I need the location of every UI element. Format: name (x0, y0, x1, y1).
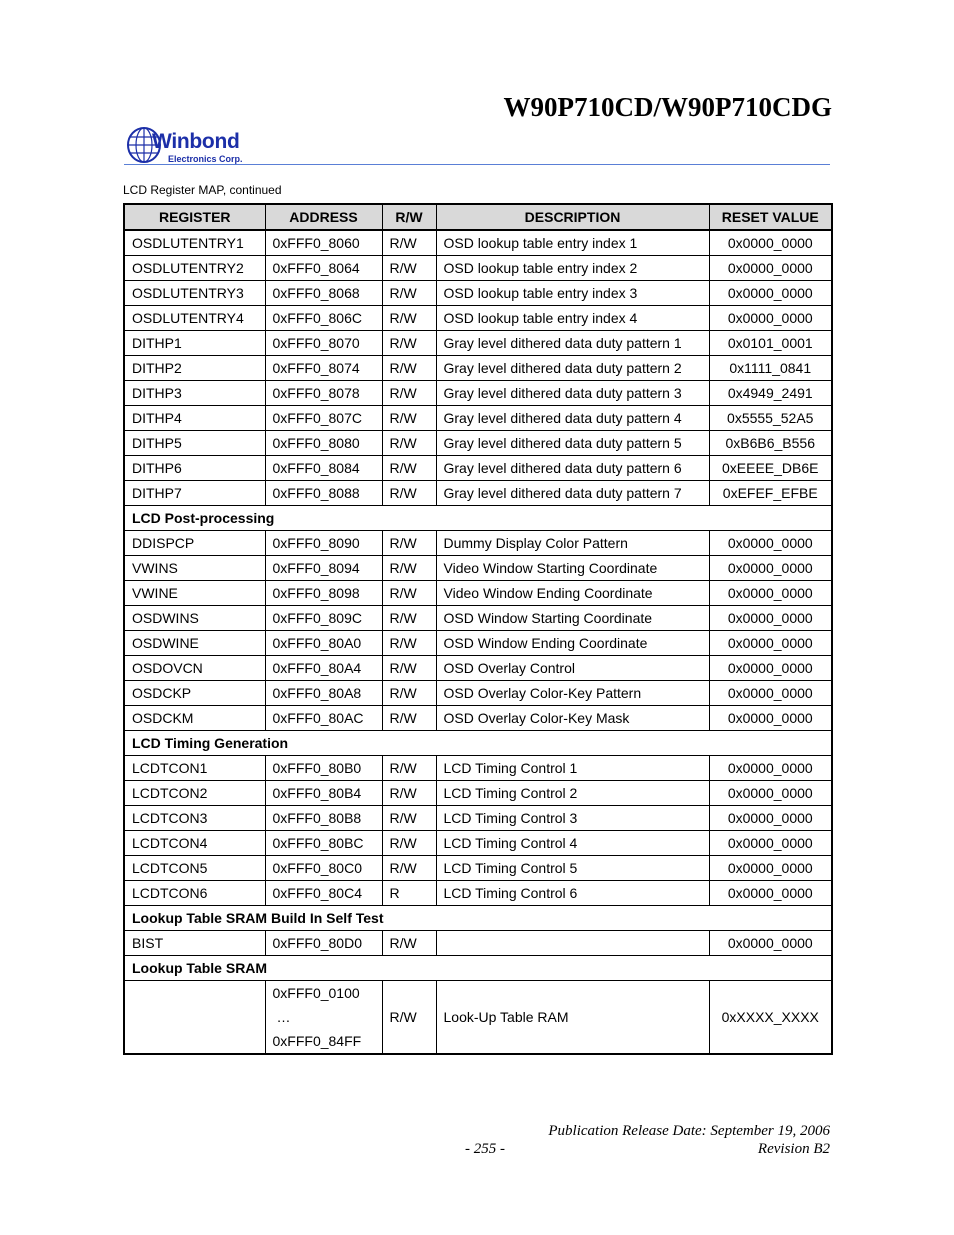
description-cell: LCD Timing Control 6 (436, 881, 709, 906)
address-cell: 0xFFF0_80B4 (265, 781, 382, 806)
register-cell (124, 981, 265, 1055)
register-cell: BIST (124, 931, 265, 956)
table-row (124, 856, 832, 881)
rw-cell: R/W (382, 831, 436, 856)
table-row (124, 381, 832, 406)
address-cell: 0xFFF0_8088 (265, 481, 382, 506)
column-header-address: ADDRESS (265, 204, 382, 230)
address-cell: 0xFFF0_807C (265, 406, 382, 431)
reset-value-cell: 0xEEEE_DB6E (709, 456, 832, 481)
table-row (124, 281, 832, 306)
reset-value-cell: 0x0000_0000 (709, 856, 832, 881)
rw-cell: R/W (382, 406, 436, 431)
description-cell: Dummy Display Color Pattern (436, 531, 709, 556)
description-cell: Gray level dithered data duty pattern 3 (436, 381, 709, 406)
address-cell: 0xFFF0_8074 (265, 356, 382, 381)
address-cell: 0xFFF0_8068 (265, 281, 382, 306)
reset-value-cell: 0xEFEF_EFBE (709, 481, 832, 506)
description-cell: LCD Timing Control 5 (436, 856, 709, 881)
address-cell: 0xFFF0_8064 (265, 256, 382, 281)
address-range-end: 0xFFF0_84FF (272, 1033, 362, 1049)
table-row (124, 456, 832, 481)
address-cell: 0xFFF0_80BC (265, 831, 382, 856)
address-cell: 0xFFF0_809C (265, 606, 382, 631)
register-cell: OSDLUTENTRY2 (124, 256, 265, 281)
reset-value-cell: 0x0000_0000 (709, 531, 832, 556)
description-cell: LCD Timing Control 3 (436, 806, 709, 831)
table-row (124, 556, 832, 581)
register-cell: OSDLUTENTRY3 (124, 281, 265, 306)
address-range-start: 0xFFF0_0100 (272, 985, 360, 1001)
description-cell: LCD Timing Control 4 (436, 831, 709, 856)
header-divider (124, 164, 830, 165)
reset-value-cell: 0x0000_0000 (709, 806, 832, 831)
table-row (124, 406, 832, 431)
description-cell: OSD lookup table entry index 4 (436, 306, 709, 331)
register-cell: OSDCKM (124, 706, 265, 731)
rw-cell: R/W (382, 230, 436, 256)
section-heading: Lookup Table SRAM (124, 956, 832, 981)
reset-value-cell: 0x0000_0000 (709, 656, 832, 681)
document-title: W90P710CD/W90P710CDG (503, 92, 832, 122)
section-row (124, 506, 832, 531)
logo-wordmark: Winbond (152, 130, 240, 153)
description-cell: Gray level dithered data duty pattern 5 (436, 431, 709, 456)
address-cell: 0xFFF0_8080 (265, 431, 382, 456)
rw-cell: R/W (382, 981, 436, 1055)
rw-cell: R/W (382, 781, 436, 806)
table-row (124, 931, 832, 956)
section-row (124, 956, 832, 981)
table-row (124, 581, 832, 606)
table-row (124, 831, 832, 856)
page-number: - 255 - (465, 1141, 505, 1157)
logo-subtitle: Electronics Corp. (168, 154, 243, 164)
register-cell: DITHP5 (124, 431, 265, 456)
table-header-row (124, 204, 832, 230)
column-header-description: DESCRIPTION (436, 204, 709, 230)
rw-cell: R/W (382, 656, 436, 681)
rw-cell: R/W (382, 256, 436, 281)
register-cell: DITHP3 (124, 381, 265, 406)
table-row (124, 356, 832, 381)
table-row (124, 431, 832, 456)
address-cell: 0xFFF0_8094 (265, 556, 382, 581)
reset-value-cell: 0x0000_0000 (709, 281, 832, 306)
description-cell: OSD Overlay Color-Key Pattern (436, 681, 709, 706)
description-cell: Look-Up Table RAM (436, 981, 709, 1055)
register-cell: DITHP7 (124, 481, 265, 506)
revision-label: Revision B2 (757, 1141, 830, 1157)
address-cell: 0xFFF0_80B0 (265, 756, 382, 781)
section-heading: LCD Post-processing (124, 506, 832, 531)
column-header-reset-value: RESET VALUE (709, 204, 832, 230)
winbond-logo (126, 126, 251, 166)
rw-cell: R/W (382, 556, 436, 581)
table-row (124, 230, 832, 256)
reset-value-cell: 0x0000_0000 (709, 306, 832, 331)
register-cell: OSDCKP (124, 681, 265, 706)
table-row (124, 531, 832, 556)
section-row (124, 906, 832, 931)
address-cell: 0xFFF0_80C0 (265, 856, 382, 881)
register-cell: LCDTCON4 (124, 831, 265, 856)
table-row (124, 481, 832, 506)
register-cell: VWINS (124, 556, 265, 581)
address-range-ellipsis: … (276, 1009, 291, 1025)
register-cell: LCDTCON6 (124, 881, 265, 906)
address-cell: 0xFFF0_8078 (265, 381, 382, 406)
table-row (124, 981, 832, 1055)
register-cell: LCDTCON2 (124, 781, 265, 806)
rw-cell: R/W (382, 631, 436, 656)
rw-cell: R/W (382, 756, 436, 781)
table-row (124, 756, 832, 781)
section-heading: Lookup Table SRAM Build In Self Test (124, 906, 832, 931)
publication-date: Publication Release Date: September 19, 2006 (548, 1123, 830, 1139)
address-cell: 0xFFF0_806C (265, 306, 382, 331)
reset-value-cell: 0x0000_0000 (709, 581, 832, 606)
reset-value-cell: 0x0000_0000 (709, 931, 832, 956)
column-header-register: REGISTER (124, 204, 265, 230)
rw-cell: R/W (382, 706, 436, 731)
rw-cell: R/W (382, 456, 436, 481)
address-cell: 0xFFF0_80A0 (265, 631, 382, 656)
rw-cell: R/W (382, 806, 436, 831)
register-cell: DITHP6 (124, 456, 265, 481)
reset-value-cell: 0x0000_0000 (709, 881, 832, 906)
address-cell: 0xFFF0_8084 (265, 456, 382, 481)
table-row (124, 781, 832, 806)
reset-value-cell: 0x0000_0000 (709, 781, 832, 806)
table-row (124, 306, 832, 331)
rw-cell: R/W (382, 306, 436, 331)
description-cell: Gray level dithered data duty pattern 7 (436, 481, 709, 506)
reset-value-cell: 0x0000_0000 (709, 831, 832, 856)
rw-cell: R/W (382, 856, 436, 881)
address-cell: 0xFFF0_80A8 (265, 681, 382, 706)
reset-value-cell: 0x0000_0000 (709, 256, 832, 281)
register-cell: DDISPCP (124, 531, 265, 556)
rw-cell: R/W (382, 681, 436, 706)
description-cell: Gray level dithered data duty pattern 6 (436, 456, 709, 481)
rw-cell: R/W (382, 931, 436, 956)
rw-cell: R (382, 881, 436, 906)
address-cell: 0xFFF0_8098 (265, 581, 382, 606)
reset-value-cell: 0x0000_0000 (709, 756, 832, 781)
address-cell: 0xFFF0_8090 (265, 531, 382, 556)
register-cell: VWINE (124, 581, 265, 606)
reset-value-cell: 0xB6B6_B556 (709, 431, 832, 456)
table-row (124, 606, 832, 631)
rw-cell: R/W (382, 331, 436, 356)
description-cell: OSD lookup table entry index 2 (436, 256, 709, 281)
rw-cell: R/W (382, 431, 436, 456)
table-row (124, 631, 832, 656)
rw-cell: R/W (382, 531, 436, 556)
description-cell: OSD Overlay Control (436, 656, 709, 681)
table-caption: LCD Register MAP, continued (123, 183, 282, 197)
reset-value-cell: 0x0101_0001 (709, 331, 832, 356)
description-cell: OSD lookup table entry index 1 (436, 230, 709, 256)
column-header-rw: R/W (382, 204, 436, 230)
address-cell: 0xFFF0_80D0 (265, 931, 382, 956)
section-row (124, 731, 832, 756)
register-cell: DITHP4 (124, 406, 265, 431)
register-cell: OSDWINE (124, 631, 265, 656)
reset-value-cell: 0x0000_0000 (709, 606, 832, 631)
address-cell: 0xFFF0_8070 (265, 331, 382, 356)
register-cell: LCDTCON3 (124, 806, 265, 831)
reset-value-cell: 0xXXXX_XXXX (709, 981, 832, 1055)
description-cell (436, 931, 709, 956)
reset-value-cell: 0x0000_0000 (709, 681, 832, 706)
rw-cell: R/W (382, 481, 436, 506)
reset-value-cell: 0x0000_0000 (709, 631, 832, 656)
reset-value-cell: 0x0000_0000 (709, 556, 832, 581)
address-cell: 0xFFF0_80A4 (265, 656, 382, 681)
reset-value-cell: 0x0000_0000 (709, 230, 832, 256)
register-cell: LCDTCON5 (124, 856, 265, 881)
register-cell: LCDTCON1 (124, 756, 265, 781)
table-row (124, 656, 832, 681)
reset-value-cell: 0x4949_2491 (709, 381, 832, 406)
reset-value-cell: 0x5555_52A5 (709, 406, 832, 431)
description-cell: OSD Window Ending Coordinate (436, 631, 709, 656)
description-cell: Gray level dithered data duty pattern 4 (436, 406, 709, 431)
rw-cell: R/W (382, 281, 436, 306)
rw-cell: R/W (382, 381, 436, 406)
address-cell: 0xFFF0_80AC (265, 706, 382, 731)
description-cell: LCD Timing Control 2 (436, 781, 709, 806)
register-cell: DITHP2 (124, 356, 265, 381)
description-cell: OSD Overlay Color-Key Mask (436, 706, 709, 731)
description-cell: Gray level dithered data duty pattern 2 (436, 356, 709, 381)
address-cell: 0xFFF0_80B8 (265, 806, 382, 831)
description-cell: OSD lookup table entry index 3 (436, 281, 709, 306)
reset-value-cell: 0x0000_0000 (709, 706, 832, 731)
register-cell: OSDWINS (124, 606, 265, 631)
register-cell: OSDLUTENTRY4 (124, 306, 265, 331)
table-row (124, 706, 832, 731)
address-range-cell (265, 981, 382, 1055)
table-body (124, 230, 832, 1054)
address-cell: 0xFFF0_8060 (265, 230, 382, 256)
table-row (124, 881, 832, 906)
register-map-table (123, 203, 833, 1055)
register-cell: OSDLUTENTRY1 (124, 230, 265, 256)
table-row (124, 806, 832, 831)
address-cell: 0xFFF0_80C4 (265, 881, 382, 906)
description-cell: Video Window Ending Coordinate (436, 581, 709, 606)
section-heading: LCD Timing Generation (124, 731, 832, 756)
rw-cell: R/W (382, 581, 436, 606)
description-cell: LCD Timing Control 1 (436, 756, 709, 781)
register-cell: DITHP1 (124, 331, 265, 356)
description-cell: OSD Window Starting Coordinate (436, 606, 709, 631)
table-row (124, 256, 832, 281)
table-row (124, 331, 832, 356)
description-cell: Gray level dithered data duty pattern 1 (436, 331, 709, 356)
rw-cell: R/W (382, 606, 436, 631)
description-cell: Video Window Starting Coordinate (436, 556, 709, 581)
reset-value-cell: 0x1111_0841 (709, 356, 832, 381)
table-row (124, 681, 832, 706)
rw-cell: R/W (382, 356, 436, 381)
register-cell: OSDOVCN (124, 656, 265, 681)
